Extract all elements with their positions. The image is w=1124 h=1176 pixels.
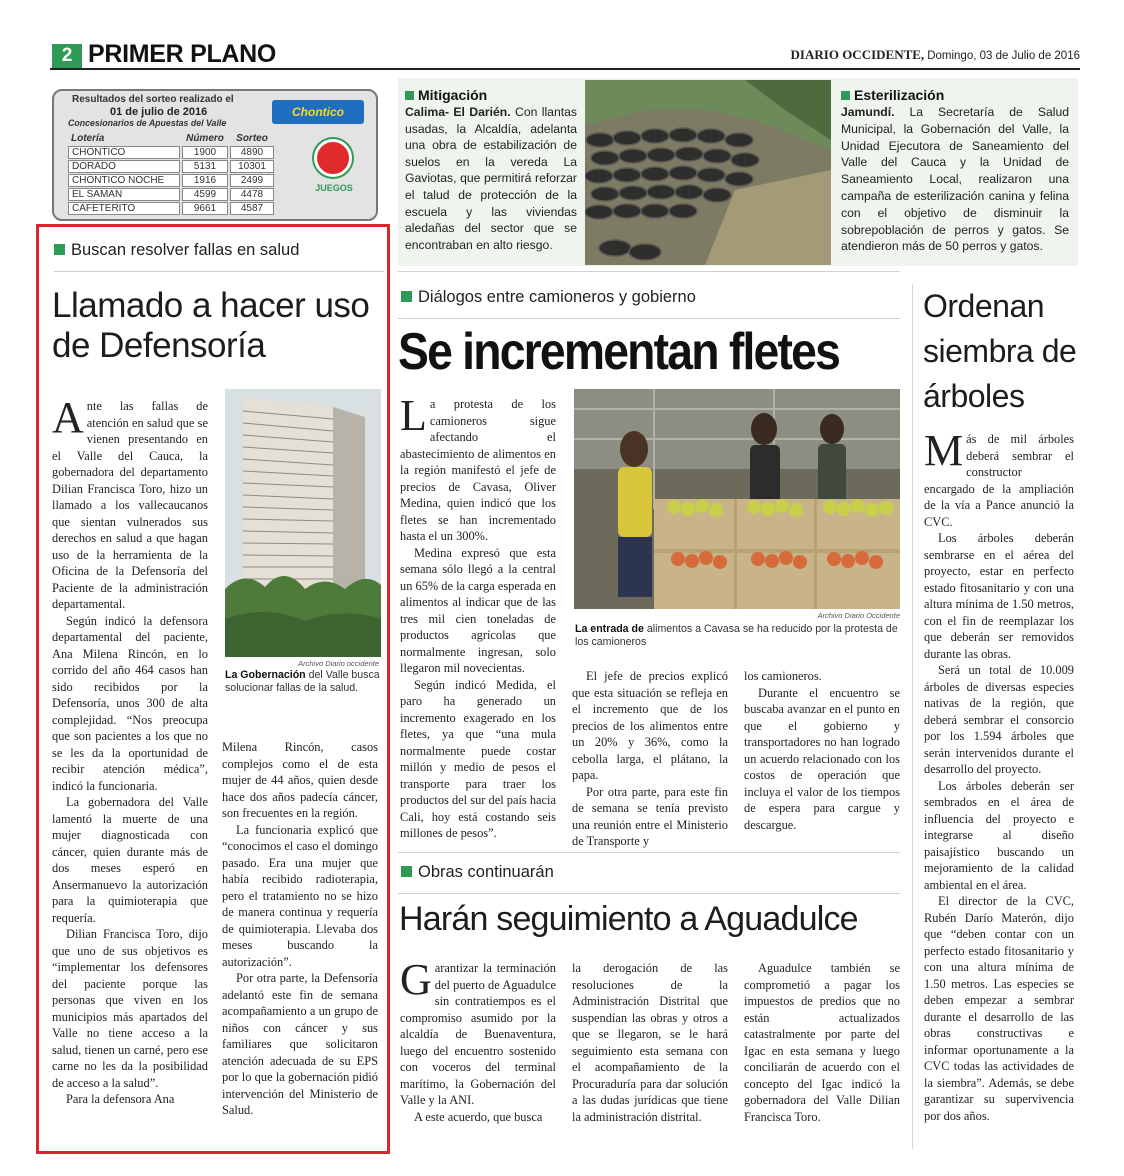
arboles-column — [924, 426, 1074, 1124]
kicker-square-icon — [54, 244, 65, 255]
drop-cap: G — [400, 955, 432, 1004]
fletes-column-1 — [400, 391, 556, 842]
cavasa-market-photo — [574, 389, 900, 609]
article-paragraph: la derogación de las resoluciones de la Administración Distrital que suspendían las obras y otros a que se llegaron, se le hará seguimiento esta semana con el acompañamiento de la Procuraduría para dar solución a las dudas jurídicas que tiene la administración distrital. — [572, 961, 728, 1124]
defensoria-kicker — [54, 241, 299, 260]
masthead-line — [791, 47, 1080, 63]
masthead: DIARIO OCCIDENTE, — [790, 47, 925, 62]
defensoria-column-1 — [52, 393, 208, 1108]
kicker-text: Obras continuarán — [418, 863, 554, 881]
lottery-title: Resultados del sorteo realizado el — [72, 94, 234, 105]
kicker-text: Buscan resolver fallas en salud — [71, 241, 300, 259]
building-illustration — [225, 389, 381, 657]
market-illustration — [574, 389, 900, 609]
defensoria-headline: Llamado a hacer uso de Defensoría — [52, 286, 370, 365]
fletes-column-3 — [744, 668, 900, 833]
caption-lead: La Gobernación — [225, 669, 306, 681]
photo-caption — [575, 623, 901, 648]
lottery-name: CHONTICO NOCHE — [68, 174, 180, 187]
paragraph-text: nte las fallas de atención en salud que se vienen presentando en el Valle del Cauca, la gobernadora del departamento Dilian Francisca Toro, hizo un llamado a los vallecaucanos que sientan vulnerados sus derechos en salud a que hagan uso de la herramienta de la Oficina de la Defensoría del Paciente de la administración departamental. — [52, 399, 208, 611]
fletes-column-2 — [572, 668, 728, 850]
kicker-rule — [398, 318, 900, 319]
fletes-headline: Se incrementan fletes — [398, 323, 840, 381]
article-paragraph — [924, 426, 1074, 530]
lottery-number: 1916 — [182, 174, 228, 187]
article-paragraph: La gobernadora del Valle lamentó la muerte de una mujer diagnosticada con cáncer, quien durante más de dos meses esperó en Ansermanuevo la autorización para la quimioterapia que requería. — [52, 795, 208, 925]
issue-date: Domingo, 03 de Julio de 2016 — [927, 50, 1080, 62]
lottery-table — [66, 131, 276, 216]
lottery-draw: 10301 — [230, 160, 274, 173]
lottery-row — [68, 202, 274, 215]
tire-wall-photo — [585, 80, 831, 265]
lottery-col-header: Número — [186, 133, 224, 144]
lottery-name: DORADO — [68, 160, 180, 173]
arboles-headline: Ordenan siembra de árboles — [923, 288, 1077, 414]
brief-text — [841, 104, 1069, 255]
section-rule — [398, 852, 900, 853]
brief-mitigacion — [405, 87, 577, 253]
lottery-name: CAFETERITO — [68, 202, 180, 215]
lottery-row — [68, 174, 274, 187]
lottery-date: 01 de julio de 2016 — [110, 106, 208, 118]
article-paragraph: Será un total de 10.009 árboles de diversas especies nativas de la región, que deberá sembrar el consorcio por los 1.594 árboles que serán intervenidos durante el desarrollo del proyecto. — [924, 663, 1074, 776]
lottery-col-header: Sorteo — [236, 133, 268, 144]
photo-caption — [225, 669, 381, 694]
article-paragraph: Durante el encuentro se buscaba avanzar en el punto en que el gobierno y transportadores no han logrado un acuerdo relacionado con los costos de operación que incluya el valor de los tiempos de espera para cargue y descargue. — [744, 685, 900, 832]
drop-cap: A — [52, 393, 84, 442]
article-paragraph: Los árboles deberán sembrarse en el aérea del proyecto, estar en perfecto estado fitosanitario y con una altura mínima de 1.50 metros, con el fin de reemplazar los que deberán ser removidos durante las obras. — [924, 531, 1074, 661]
article-paragraph: Por otra parte, la Defensoría adelantó este fin de semana acompañamiento a un grupo de niños con cáncer y sus familiares que solicitaron atención adecuada de su EPS por lo que la gobernación pidió intervención del Ministerio de Salud. — [222, 971, 378, 1117]
brief-lead: Calima- El Darién. — [405, 105, 511, 119]
drop-cap: M — [924, 426, 964, 475]
page-number: 2 — [52, 44, 82, 68]
photo-credit: Archivo Diario occidente — [298, 659, 379, 668]
drop-cap: L — [400, 391, 427, 440]
lottery-row — [68, 188, 274, 201]
paragraph-text: arantizar la terminación del puerto de Aguadulce sin contratiempos es el compromiso asumido por la alcaldía de Buenaventura, luego del encuentro sostenido con voceros del terminal marítimo, la Gobernación del Valle y la ANI. — [400, 961, 556, 1107]
kicker-rule — [54, 271, 384, 272]
lottery-number: 4599 — [182, 188, 228, 201]
juegos-logo-text: JUEGOS — [315, 183, 353, 193]
article-paragraph — [400, 955, 556, 1109]
aguadulce-kicker — [401, 863, 554, 882]
photo-credit: Archivo Diario Occidente — [817, 611, 900, 620]
column-divider — [912, 284, 913, 1149]
lottery-results-box — [52, 89, 378, 221]
lottery-row — [68, 160, 274, 173]
article-paragraph: El director de la CVC, Rubén Darío Materón, dijo que “deben contar con un perfecto estado fitosanitario y con una altura mínima de 1.50 metros. Las especies se deben empezar a sembrar durante el desarrollo de las obras constructivas e informar oportunamente a la CVC todas las actividades de la siembra”. Además, se debe garantizar su supervivencia por dos años. — [924, 894, 1074, 1123]
article-paragraph: Para la defensora Ana — [66, 1092, 175, 1106]
brief-esterilizacion — [841, 87, 1069, 255]
kicker-square-icon — [405, 91, 414, 100]
brief-kicker — [841, 87, 1069, 103]
lottery-draw: 2499 — [230, 174, 274, 187]
kicker-square-icon — [401, 866, 412, 877]
juegos-logo-mark — [314, 139, 352, 177]
tire-wall-illustration — [585, 80, 831, 265]
article-paragraph: Según indicó Medida, el paro ha generado un incremento exagerado en los fletes, ya que “una mula normalmente puede costar millón y medio de pesos el transporte para traer los productos del sur del país hacia Cali, hoy está costando seis millones de pesos”. — [400, 677, 556, 840]
article-paragraph: Medina expresó que esta semana sólo llegó a la central un 65% de la carga esperada en alimentos al indicar que de las tres mil cien toneladas de productos agrícolas que normalmente ingresan, solo llegaron mil novecientas. — [400, 545, 556, 675]
article-paragraph: Según indicó la defensora departamental del paciente, Ana Milena Rincón, en lo corrido del año 464 casos han sido recibidos por la Defensoría, unos 300 de alta complejidad. “Nos preocupa que son pacientes a los que no se les da la oportunidad de recibir atención médica”, indicó la funcionaria. — [52, 613, 208, 793]
kicker-square-icon — [401, 291, 412, 302]
juegos-logo — [306, 139, 360, 205]
gobernacion-building-photo — [225, 389, 381, 657]
article-paragraph — [52, 393, 208, 613]
aguadulce-column-2 — [572, 960, 728, 1125]
lottery-number: 9661 — [182, 202, 228, 215]
article-paragraph: El jefe de precios explicó que esta situación se refleja en el incremento que de los precios de los alimentos entre un 20% y 36%, como la cebolla larga, el plátano, la papa. — [572, 669, 728, 782]
paragraph-text: a protesta de los camioneros sigue afectando el abastecimiento de alimentos en la región manifestó el jefe de precios de Cavasa, Oliver Medina, quien indicó que los fletes se han incrementado hasta el un 300%. — [400, 397, 556, 543]
lottery-number: 5131 — [182, 160, 228, 173]
lottery-row — [68, 146, 274, 159]
chontico-logo: Chontico — [272, 100, 364, 124]
header-rule — [50, 68, 1080, 70]
article-paragraph: Aguadulce también se comprometió a pagar los impuestos de predios que no están actualizados catastralmente por parte del Igac en esta semana y luego conciliarán de acuerdo con el concepto del Igac indicó la gobernadora del Valle Dilian Francisca Toro. — [744, 961, 900, 1124]
lottery-number: 1900 — [182, 146, 228, 159]
lottery-draw: 4890 — [230, 146, 274, 159]
defensoria-column-2 — [222, 739, 378, 1119]
caption-lead: La entrada de — [575, 623, 644, 635]
section-title: PRIMER PLANO — [88, 40, 277, 68]
aguadulce-headline: Harán seguimiento a Aguadulce — [399, 900, 858, 938]
lottery-name: CHONTICO — [68, 146, 180, 159]
lottery-header-row — [68, 132, 274, 145]
article-paragraph: Dilian Francisca Toro, dijo que uno de sus objetivos es “implementar los defensores del paciente porque las personas que viven en los municipios más apartados del Valle no tiene acceso a la salud, tienen un carné, pero ese carne no les da la posibilidad de acceso a la salud”. — [52, 927, 208, 1090]
brief-text — [405, 104, 577, 253]
kicker-text: Diálogos entre camioneros y gobierno — [418, 288, 696, 306]
lottery-draw: 4478 — [230, 188, 274, 201]
caption-text: alimentos a Cavasa se ha reducido por la protesta de los camioneros — [575, 623, 898, 648]
caption-text: del Valle busca solucionar fallas de la salud. — [225, 669, 380, 694]
article-paragraph: La funcionaria explicó que “conocimos el caso el domingo pasado. Era una mujer que había recibido radioterapia, pero el tratamiento no se hizo de manera continua y requería de quimioterapia. Llevaba dos meses buscando la autorización”. — [222, 822, 378, 969]
kicker-rule — [398, 893, 900, 894]
lottery-col-header: Lotería — [71, 133, 105, 144]
page-header — [50, 40, 1080, 68]
section-rule — [398, 271, 900, 272]
brief-body: La Secretaría de Salud Municipal, la Gobernación del Valle, la Unidad Ejecutora de Saneamiento del Valle del Cauca y la Unidad de Saneamiento Local, realizaron una campaña de esterilización canina y felina con el objetivo de disminuir la sobrepoblación de perros y gatos. Se atendieron más de 50 perros y gatos. — [841, 105, 1069, 254]
aguadulce-column-3 — [744, 960, 900, 1125]
brief-kicker-text: Esterilización — [854, 87, 945, 103]
article-paragraph: los camioneros. — [744, 669, 822, 683]
lottery-subtitle: Concesionarios de Apuestas del Valle — [68, 118, 227, 128]
article-paragraph: Por otra parte, para este fin de semana se tenía previsto una reunión entre el Ministerio de Transporte y — [572, 784, 728, 848]
article-paragraph: A este acuerdo, que busca — [414, 1109, 543, 1124]
article-paragraph — [400, 391, 556, 545]
brief-kicker — [405, 87, 577, 103]
lottery-name: EL SAMAN — [68, 188, 180, 201]
fletes-kicker — [401, 288, 696, 307]
brief-kicker-text: Mitigación — [418, 87, 488, 103]
paragraph-text: ás de mil árboles deberá sembrar el constructor encargado de la ampliación de la vía a Pance anunció la CVC. — [924, 432, 1074, 529]
brief-lead: Jamundí. — [841, 105, 895, 119]
lottery-draw: 4587 — [230, 202, 274, 215]
brief-body: Con llantas usadas, la Alcaldía, adelanta una obra de estabilización de suelos en la vereda La Gaviotas, que permitirá reforzar el talud de protección de la escuela y las viviendas aledañas del sector que se encontraban en alto riesgo. — [405, 105, 577, 252]
article-paragraph: Los árboles deberán ser sembrados en el área de influencia del proyecto e integrarse al diseño paisajístico buscando un mejoramiento de la calidad ambiental en el área. — [924, 778, 1074, 892]
aguadulce-column-1 — [400, 955, 556, 1125]
article-paragraph: Milena Rincón, casos complejos como el de esta mujer de 44 años, quien desde hace dos años padecía cáncer, son frecuentes en la región. — [222, 740, 378, 820]
kicker-square-icon — [841, 91, 850, 100]
